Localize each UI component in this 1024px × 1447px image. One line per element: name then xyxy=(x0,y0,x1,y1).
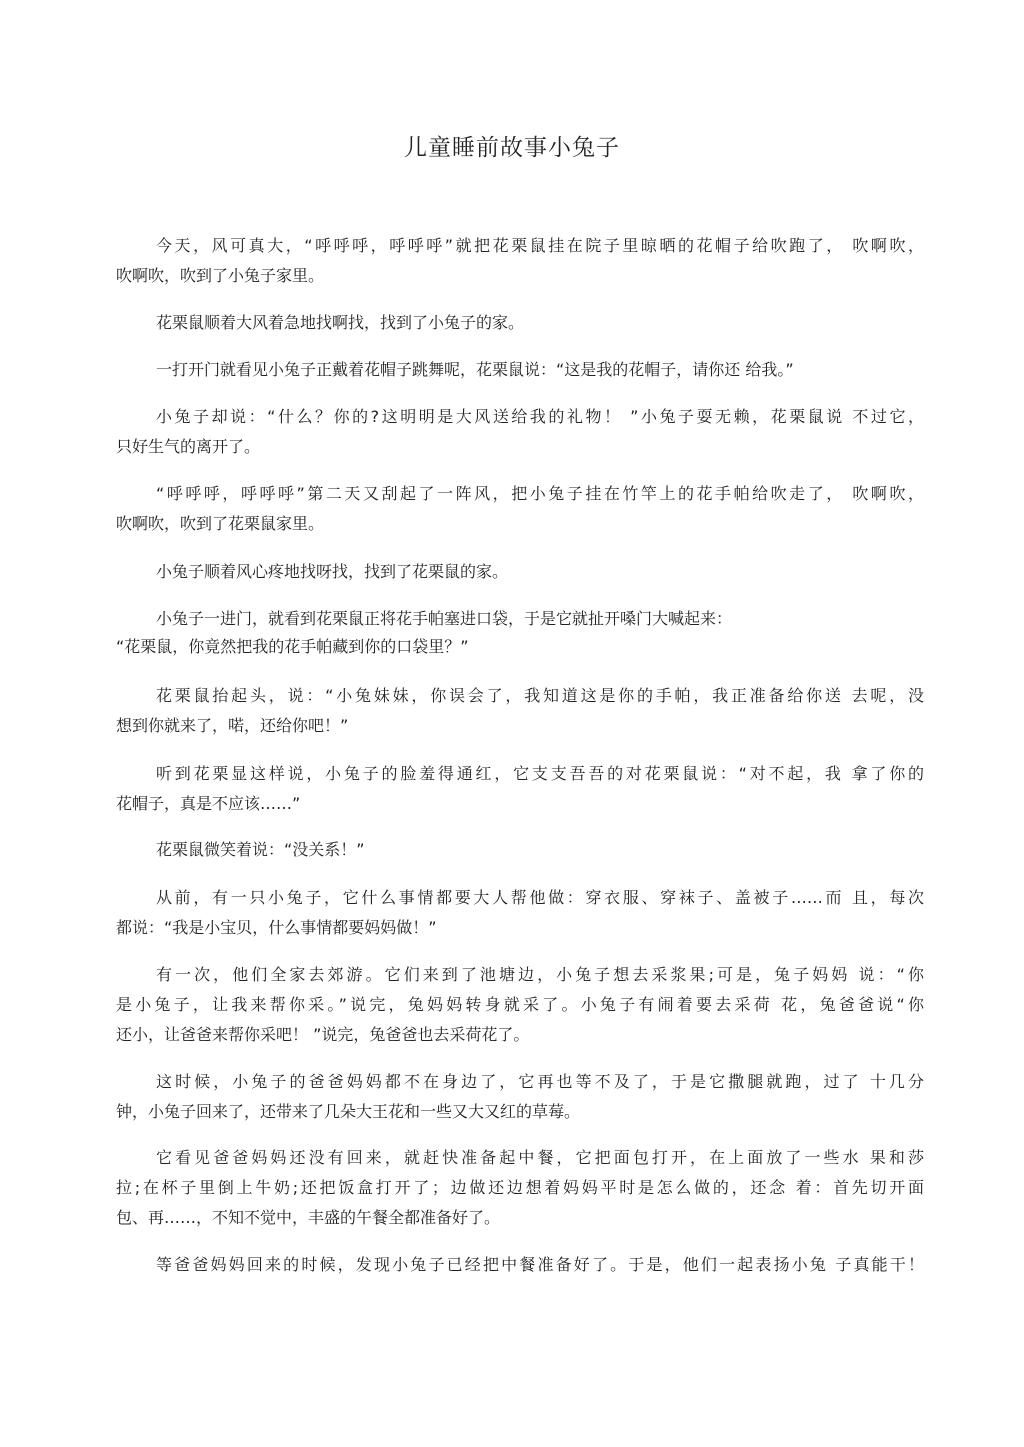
document-title: 儿童睡前故事小兔子 xyxy=(404,135,620,161)
paragraph xyxy=(116,479,924,539)
paragraph-line: 等爸爸妈妈回来的时候，发现小兔子已经把中餐准备好了。于是，他们一起表扬小兔 子真能干！ xyxy=(156,1255,924,1274)
paragraph-line: 包、再……，不知不觉中，丰盛的午餐全都准备好了。 xyxy=(116,1208,501,1227)
paragraph-line: 钟，小兔子回来了，还带来了几朵大王花和一些又大又红的草莓。 xyxy=(116,1102,581,1121)
paragraph-line: 花栗鼠微笑着说：“没关系！” xyxy=(156,840,365,859)
paragraph-line: 它看见爸爸妈妈还没有回来，就赶快准备起中餐，它把面包打开，在上面放了一些水 果和莎 xyxy=(156,1148,924,1167)
paragraph-line: 还小，让爸爸来帮你采吧！ ”说完，兔爸爸也去采荷花了。 xyxy=(116,1025,530,1044)
paragraph-line: 听到花栗显这样说，小兔子的脸羞得通红，它支支吾吾的对花栗鼠说：“对不起，我 拿了你的 xyxy=(156,764,924,783)
paragraph xyxy=(116,557,924,587)
paragraph-line: 是小兔子，让我来帮你采。”说完，兔妈妈转身就采了。小兔子有闹着要去采荷 花，兔爸爸说“你 xyxy=(116,995,924,1014)
paragraph xyxy=(116,1067,924,1127)
paragraph-line: 想到你就来了，喏，还给你吧！” xyxy=(116,716,349,735)
paragraph xyxy=(116,231,924,291)
paragraph-line: 一打开门就看见小兔子正戴着花帽子跳舞呢，花栗鼠说：“这是我的花帽子，请你还 给我。” xyxy=(156,360,794,379)
paragraph-line: 拉;在杯子里倒上牛奶;还把饭盒打开了；边做还边想着妈妈平时是怎么做的，还念 着：首先切开面 xyxy=(116,1178,924,1197)
paragraph-line: 花帽子，真是不应该……” xyxy=(116,794,301,813)
paragraph-line: 吹啊吹，吹到了花栗鼠家里。 xyxy=(116,514,325,533)
paragraph-line: 今天，风可真大，“呼呼呼，呼呼呼”就把花栗鼠挂在院子里晾晒的花帽子给吹跑了， 吹啊吹， xyxy=(156,236,924,255)
paragraph-line: 小兔子一进门，就看到花栗鼠正将花手帕塞进口袋，于是它就扯开嗓门大喊起来： xyxy=(156,609,733,628)
paragraph-line: 小兔子却说：“什么？你的?这明明是大风送给我的礼物！ ”小兔子耍无赖，花栗鼠说 不过它， xyxy=(156,407,924,426)
paragraph-line: 吹啊吹，吹到了小兔子家里。 xyxy=(116,266,325,285)
paragraph xyxy=(116,1250,924,1280)
paragraph xyxy=(116,960,924,1050)
paragraph-line: 花栗鼠抬起头，说：“小兔妹妹，你误会了，我知道这是你的手帕，我正准备给你送 去呢，没 xyxy=(156,686,924,705)
paragraph-line: “呼呼呼，呼呼呼”第二天又刮起了一阵风，把小兔子挂在竹竿上的花手帕给吹走了， 吹啊吹， xyxy=(156,484,924,503)
paragraph-line: 这时候，小兔子的爸爸妈妈都不在身边了，它再也等不及了，于是它撒腿就跑，过了 十几分 xyxy=(156,1072,924,1091)
paragraph-line: 只好生气的离开了。 xyxy=(116,437,261,456)
paragraph xyxy=(116,835,924,865)
paragraph xyxy=(116,402,924,462)
paragraph-line: 都说：“我是小宝贝，什么事情都要妈妈做！” xyxy=(116,918,437,937)
paragraph xyxy=(116,883,924,943)
paragraph xyxy=(116,1143,924,1233)
paragraph xyxy=(116,604,924,660)
paragraph xyxy=(116,681,924,741)
paragraph xyxy=(116,355,924,385)
paragraph-line: 从前，有一只小兔子，它什么事情都要大人帮他做：穿衣服、穿袜子、盖被子……而 且，每次 xyxy=(156,888,924,907)
paragraph xyxy=(116,308,924,338)
paragraph-line: “花栗鼠，你竟然把我的花手帕藏到你的口袋里？” xyxy=(116,637,469,656)
paragraph xyxy=(116,759,924,819)
paragraph-line: 小兔子顺着风心疼地找呀找，找到了花栗鼠的家。 xyxy=(156,562,509,581)
paragraph-line: 花栗鼠顺着大风着急地找啊找，找到了小兔子的家。 xyxy=(156,313,525,332)
paragraph-line: 有一次，他们全家去郊游。它们来到了池塘边，小兔子想去采浆果;可是，兔子妈妈 说：“你 xyxy=(156,965,924,984)
